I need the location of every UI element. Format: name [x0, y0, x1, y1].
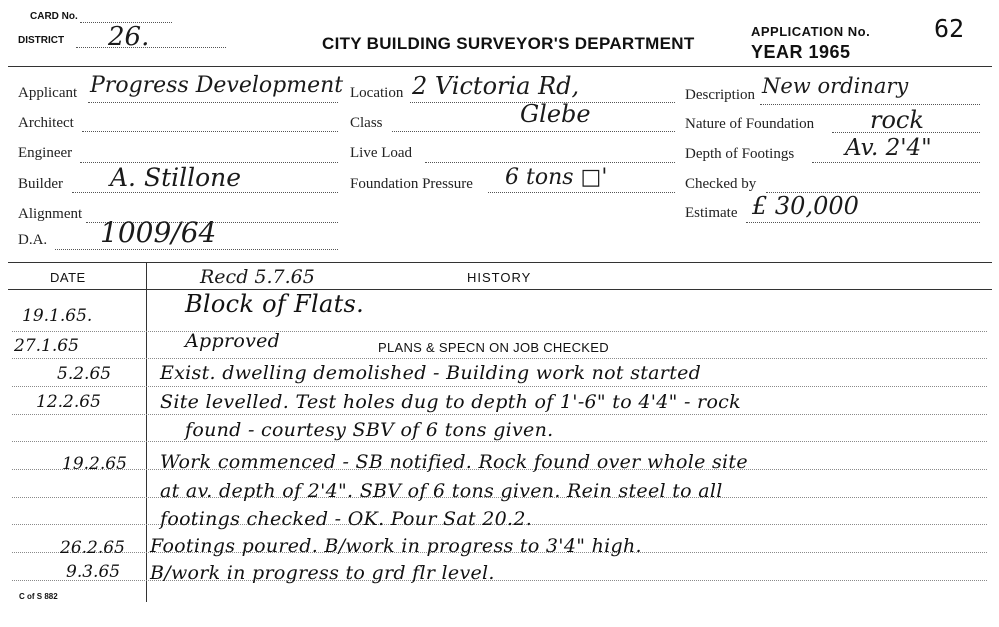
entry-date: 5.2.65	[57, 364, 112, 384]
depth-label: Depth of Footings	[685, 146, 795, 162]
history-divider-header	[8, 289, 992, 290]
department-title: CITY BUILDING SURVEYOR'S DEPARTMENT	[322, 34, 695, 53]
entry-date: 12.2.65	[36, 392, 101, 412]
district-label: DISTRICT	[18, 35, 65, 46]
builder-label: Builder	[18, 176, 63, 192]
nature-label: Nature of Foundation	[685, 116, 815, 132]
estimate-line	[746, 222, 980, 223]
builder-line	[72, 192, 338, 193]
pressure-value: 6 tons □'	[505, 165, 608, 190]
nature-value: rock	[870, 106, 924, 134]
entry-text: footings checked - OK. Pour Sat 20.2.	[160, 508, 533, 530]
ruled-line	[12, 386, 987, 387]
da-line	[55, 249, 338, 250]
ruled-line	[12, 414, 987, 415]
builder-value: A. Stillone	[110, 163, 242, 192]
applicant-line	[88, 102, 338, 103]
applicant-label: Applicant	[18, 85, 78, 101]
ruled-line	[12, 358, 987, 359]
entry-text: Approved	[185, 330, 281, 352]
depth-value: Av. 2'4"	[845, 135, 932, 161]
applicant-value: Progress Development	[90, 73, 344, 98]
history-divider-top	[8, 262, 992, 263]
description-label: Description	[685, 87, 755, 103]
da-label: D.A.	[18, 232, 48, 248]
liveload-line	[425, 162, 675, 163]
header-divider	[8, 66, 992, 67]
liveload-label: Live Load	[350, 145, 413, 161]
pressure-line	[488, 192, 675, 193]
description-line	[760, 104, 980, 105]
pressure-label: Foundation Pressure	[350, 176, 473, 192]
checked-label: Checked by	[685, 176, 757, 192]
location-value: 2 Victoria Rd,	[412, 72, 580, 100]
location-value-2: Glebe	[520, 100, 591, 128]
location-label: Location	[350, 85, 404, 101]
da-value: 1009/64	[100, 216, 217, 249]
entry-date: 26.2.65	[60, 538, 125, 558]
class-label: Class	[350, 115, 383, 131]
year-label: YEAR 1965	[751, 42, 851, 62]
entry-text: Block of Flats.	[185, 290, 365, 318]
date-column-divider	[146, 262, 147, 602]
checked-stamp: PLANS & SPECN ON JOB CHECKED	[378, 340, 609, 355]
entry-date: 9.3.65	[66, 562, 121, 582]
entry-date: 19.2.65	[62, 454, 127, 474]
entry-text: Site levelled. Test holes dug to depth of 1'-6" to 4'4" - rock	[160, 391, 741, 413]
entry-text: B/work in progress to grd flr level.	[150, 562, 495, 584]
architect-label: Architect	[18, 115, 74, 131]
alignment-label: Alignment	[18, 206, 83, 222]
entry-date: 27.1.65	[14, 336, 79, 356]
entry-text: Work commenced - SB notified. Rock found over whole site	[160, 451, 748, 473]
entry-text: Footings poured. B/work in progress to 3'4" high.	[150, 535, 642, 557]
application-number: 62	[934, 14, 965, 43]
ruled-line	[12, 331, 987, 332]
engineer-label: Engineer	[18, 145, 73, 161]
district-line	[76, 47, 226, 48]
estimate-value: £ 30,000	[752, 192, 859, 220]
district-value: 26.	[108, 22, 150, 52]
class-line	[392, 131, 675, 132]
description-value: New ordinary	[762, 74, 909, 98]
depth-line	[812, 162, 980, 163]
received-note: Recd 5.7.65	[200, 266, 315, 288]
estimate-label: Estimate	[685, 205, 738, 221]
architect-line	[82, 131, 338, 132]
card-no-label: CARD No.	[30, 11, 78, 22]
date-column-header: DATE	[50, 270, 86, 285]
entry-text: found - courtesy SBV of 6 tons given.	[185, 419, 554, 441]
form-number: C of S 882	[19, 592, 58, 601]
entry-text: Exist. dwelling demolished - Building work not started	[160, 362, 702, 384]
entry-date: 19.1.65.	[22, 306, 93, 326]
application-label: APPLICATION No.	[751, 24, 871, 39]
entry-text: at av. depth of 2'4". SBV of 6 tons given. Rein steel to all	[160, 480, 723, 502]
history-column-header: HISTORY	[467, 270, 532, 285]
ruled-line	[12, 441, 987, 442]
